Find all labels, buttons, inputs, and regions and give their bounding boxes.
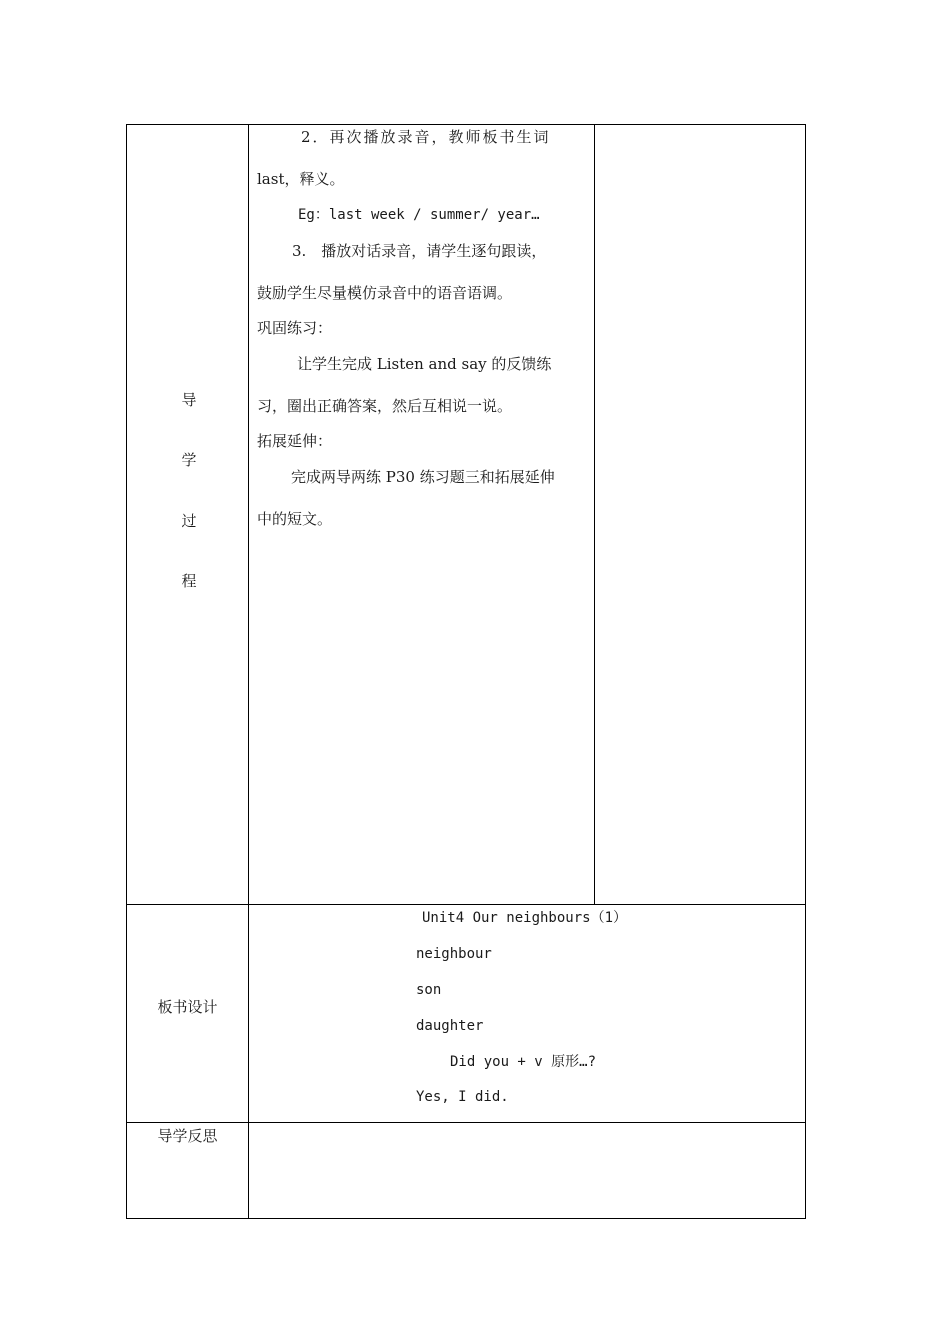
process-notes-cell: [595, 125, 805, 904]
process-line: Eg：last week / summer/ year…: [298, 207, 540, 223]
process-line: 习，圈出正确答案，然后互相说一说。: [257, 397, 513, 415]
process-line: 完成两导两练 P30 练习题三和拓展延伸: [291, 468, 555, 486]
board-title: Unit4 Our neighbours（1）: [422, 910, 628, 926]
table-right-border: [805, 124, 806, 1219]
board-word: daughter: [416, 1018, 484, 1034]
board-word: neighbour: [416, 946, 492, 962]
board-word: son: [416, 982, 442, 998]
process-line: 3. 播放对话录音，请学生逐句跟读，: [292, 242, 547, 260]
reflection-content-cell: [249, 1123, 805, 1218]
process-line: 拓展延伸：: [257, 432, 333, 450]
process-line: last，释义。: [257, 170, 345, 188]
process-line: 让学生完成 Listen and say 的反馈练: [297, 355, 552, 373]
process-line: 鼓励学生尽量模仿录音中的语音语调。: [257, 284, 513, 302]
table-left-border: [126, 124, 127, 1219]
row-divider-board: [126, 904, 806, 905]
reflection-label: 导学反思: [157, 1127, 218, 1145]
process-label-char: 学: [181, 451, 197, 469]
label-column-divider: [248, 124, 249, 1219]
process-line: 巩固练习：: [257, 319, 333, 337]
process-line: 中的短文。: [257, 510, 333, 528]
board-pattern: Did you + v 原形…?: [450, 1054, 597, 1070]
process-line: 2．再次播放录音，教师板书生词: [301, 128, 551, 146]
process-label-char: 程: [181, 572, 197, 590]
board-answer: Yes, I did.: [416, 1089, 509, 1105]
board-label: 板书设计: [157, 998, 218, 1016]
process-label-char: 过: [181, 512, 197, 530]
process-label-char: 导: [181, 391, 197, 409]
table-bottom-border: [126, 1218, 806, 1219]
